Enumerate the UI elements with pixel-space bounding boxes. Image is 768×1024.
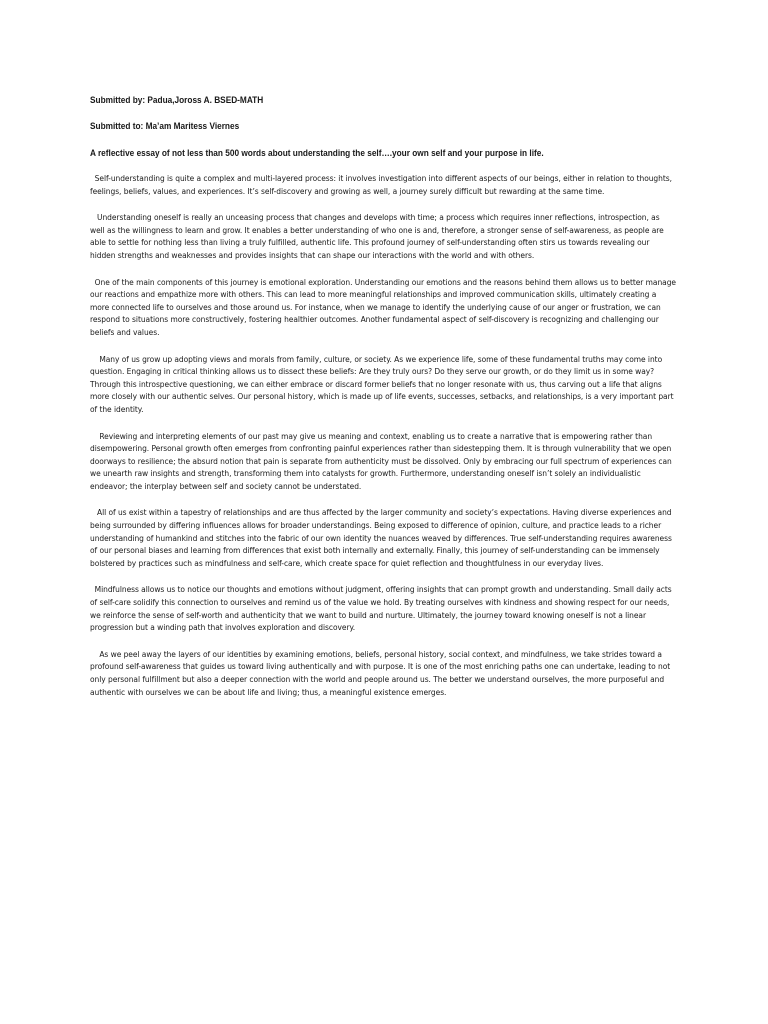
- paragraph: As we peel away the layers of our identities by examining emotions, beliefs, personal history, social context, and mindfulness, we take strides toward a profound self-awareness that guides us toward living authentically and with purpose. It is one of the most enriching paths one can undertake, leading to not only personal fulfillment but also a deeper connection with the world and people around us. The better we understand ourselves, the more purposeful and authentic with ourselves we can be about life and living; thus, a meaningful existence emerges.: [90, 649, 673, 697]
- paragraph: One of the main components of this journey is emotional exploration. Understanding our emotions and the reasons behind them allows us to better manage our reactions and empathize more with others. This can lead to more meaningful relationships and improved communication skills, ultimately creating a more connected life to ourselves and those around us. For instance, when we manage to identify the underlying cause of our anger or frustration, we can respond to situations more constructively, fostering healthier outcomes. Another fundamental aspect of self-discovery is recognizing and challenging our beliefs and values.: [90, 277, 679, 337]
- essay-prompt: A reflective essay of not less than 500 words about understanding the self….your own self and your purpose in life.: [90, 148, 544, 158]
- paragraph: Mindfulness allows us to notice our thoughts and emotions without judgment, offering insights that can prompt growth and understanding. Small daily acts of self-care solidify this connection to ourselves and remind us of the value we hold. By treating ourselves with kindness and showing respect for our needs, we reinforce the sense of self-worth and authenticity that we want to build and nurture. Ultimately, the journey toward knowing oneself is not a linear progression but a winding path that involves exploration and discovery.: [90, 585, 674, 633]
- submitted-to: Submitted to: Ma’am Maritess Viernes: [90, 121, 240, 131]
- document-page: [90, 93, 679, 713]
- paragraph: All of us exist within a tapestry of relationships and are thus affected by the larger community and society’s expectations. Having diverse experiences and being surrounded by differing influences allows for broader understandings. Being exposed to difference of opinion, culture, and practice leads to a richer understanding of humankind and stitches into the fabric of our own identity the nuances weaved by differences. True self-understanding requires awareness of our personal biases and learning from differences that exist both internally and externally. Finally, this journey of self-understanding can be immensely bolstered by practices such as mindfulness and self-care, which create space for quiet reflection and thoughtfulness in our everyday lives.: [90, 508, 675, 568]
- paragraph: Reviewing and interpreting elements of our past may give us meaning and context, enabling us to create a narrative that is empowering rather than disempowering. Personal growth often emerges from confronting painful experiences rather than sidestepping them. It is through vulnerability that we open doorways to resilience; the absurd notion that pain is separate from authenticity must be dissolved. Only by embracing our full spectrum of experiences can we unearth raw insights and strength, transforming them into catalysts for growth. Furthermore, understanding oneself isn’t solely an individualistic endeavor; the interplay between self and society cannot be understated.: [90, 431, 675, 491]
- paragraph: Self-understanding is quite a complex and multi-layered process: it involves investigation into different aspects of our beings, either in relation to thoughts, feelings, beliefs, values, and experiences. It’s self-discovery and growing as well, a journey surely difficult but rewarding at the same time.: [90, 174, 675, 196]
- submitted-by: Submitted by: Padua,Joross A. BSED-MATH: [90, 95, 264, 105]
- paragraph: Many of us grow up adopting views and morals from family, culture, or society. As we experience life, some of these fundamental truths may come into question. Engaging in critical thinking allows us to dissect these beliefs: Are they truly ours? Do they serve our growth, or do they limit us in some way? Through this introspective questioning, we can either embrace or discard former beliefs that no longer resonate with us, thus carving out a life that aligns more closely with our authentic selves. Our personal history, which is made up of life events, successes, setbacks, and relationships, is a very important part of the identity.: [90, 354, 676, 414]
- paragraph: Understanding oneself is really an unceasing process that changes and develops with time; a process which requires inner reflections, introspection, as well as the willingness to learn and grow. It enables a better understanding of who one is and, therefore, a stronger sense of self-awareness, as people are able to settle for nothing less than living a truly fulfilled, authentic life. This profound journey of self-understanding often stirs us towards revealing our hidden strengths and weaknesses and provides insights that can shape our interactions with the world and with others.: [90, 213, 667, 260]
